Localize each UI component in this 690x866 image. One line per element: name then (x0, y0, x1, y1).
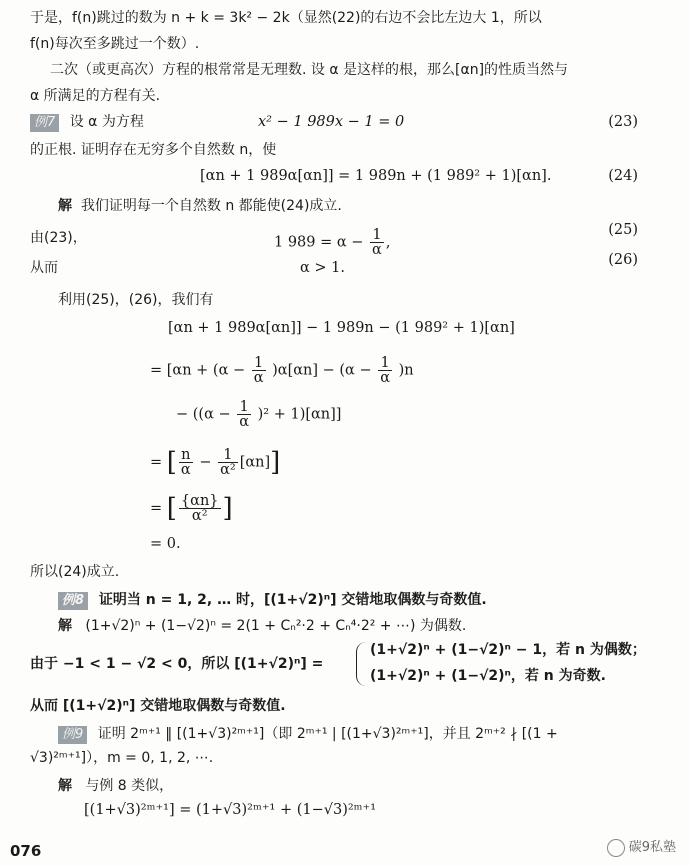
fraction-frac-part (179, 494, 221, 523)
d3-part-b: )² + 1)[αn]] (257, 406, 342, 423)
frac-num: 1 (237, 400, 251, 415)
example-7-header (30, 112, 144, 132)
fraction-n-over-alpha (179, 448, 193, 477)
solution-7-line (58, 196, 342, 216)
fraction-one-over-alpha (370, 228, 384, 257)
case-brace (356, 642, 369, 686)
frac-den: α² (220, 462, 236, 478)
equation-23: x² − 1 989x − 1 = 0 (258, 114, 405, 130)
frac-num: n (179, 448, 193, 463)
solution-label: 解 (58, 198, 72, 214)
d2-part-c: )n (398, 362, 414, 379)
d4-minus: − (199, 454, 212, 471)
frac-num: 1 (378, 356, 392, 371)
watermark (607, 836, 676, 857)
since-line: 由于 −1 < 1 − √2 < 0，所以 [(1+√2)ⁿ] = (30, 656, 324, 672)
example-7-continuation: 的正根. 证明存在无穷多个自然数 n，使 (30, 142, 277, 158)
equation-26: α > 1. (300, 260, 345, 276)
case-odd: (1+√2)ⁿ + (1−√2)ⁿ，若 n 为奇数. (370, 668, 606, 684)
hence-label: 从而 (30, 260, 58, 276)
left-bracket: [ (166, 493, 177, 524)
equation-26-number: (26) (608, 252, 638, 268)
intro-line-1: 于是，f(n)跳过的数为 n + k = 3k² − 2k（显然(22)的右边不会比左边大 1，所以 (30, 10, 542, 26)
frac-den: α (180, 462, 191, 478)
using-25-26: 利用(25)，(26)，我们有 (58, 292, 214, 308)
intro-line-2: f(n)每次至多跳过一个数）. (30, 36, 200, 52)
derivation-line-3 (176, 400, 341, 429)
example-9-header (58, 724, 558, 744)
derivation-line-1: [αn + 1 989α[αn]] − 1 989n − (1 989² + 1)[αn] (168, 320, 515, 336)
example-9-statement-2: √3)²ᵐ⁺¹]），m = 0, 1, 2, ⋯. (30, 750, 214, 766)
frac-den: α (253, 370, 264, 386)
frac-den: α (380, 370, 391, 386)
conclusion-7: 所以(24)成立. (30, 564, 120, 580)
example-9-statement-1: 证明 2ᵐ⁺¹ ‖ [(1+√3)²ᵐ⁺¹]（即 2ᵐ⁺¹ | [(1+√3)²ᵐ⁺¹]，并且 2ᵐ⁺² ∤ [(1 + (97, 726, 558, 742)
right-bracket: ] (222, 493, 233, 524)
frac-den: α (372, 242, 382, 258)
solution-label: 解 (58, 618, 72, 634)
solution-label: 解 (58, 778, 72, 794)
conclusion-8: 从而 [(1+√2)ⁿ] 交错地取偶数与奇数值. (30, 698, 286, 714)
solution-8-line (58, 616, 466, 636)
solution-9-text: 与例 8 类似， (85, 778, 174, 794)
example-8-statement: 证明当 n = 1, 2, … 时，[(1+√2)ⁿ] 交错地取偶数与奇数值. (98, 592, 487, 608)
fraction-one-over-alpha (378, 356, 392, 385)
frac-den: α² (191, 508, 208, 524)
equation-25: 1 989 = α − $\frac{1}{\alpha}$ , (274, 227, 391, 258)
solution-7-text: 我们证明每一个自然数 n 都能使(24)成立. (80, 198, 342, 214)
frac-num: 1 (370, 228, 384, 243)
page-number: 076 (10, 842, 42, 860)
left-bracket: [ (166, 447, 177, 478)
case-even: (1+√2)ⁿ + (1−√2)ⁿ − 1，若 n 为偶数； (370, 642, 646, 658)
fraction-one-over-alpha (237, 400, 251, 429)
equation-24-number: (24) (608, 168, 638, 184)
example-8-header (58, 590, 487, 610)
d3-part-a: − ((α − (176, 406, 231, 423)
example-7-prefix: 设 α 为方程 (69, 114, 144, 130)
from-23-label: 由(23)， (30, 230, 87, 246)
d4-floor: [αn] (239, 454, 271, 471)
example-9-tag: 例9 (58, 726, 87, 744)
derivation-line-2 (150, 356, 414, 385)
example-7-tag: 例7 (30, 114, 59, 132)
d4-equals: = (150, 454, 163, 471)
d5-equals: = (150, 500, 163, 517)
d2-part-b: )α[αn] − (α − (272, 362, 372, 379)
equation-25-number: (25) (608, 222, 638, 238)
frac-den: α (239, 414, 250, 430)
frac-num: 1 (252, 356, 266, 371)
fraction-one-over-alpha-squared (218, 448, 238, 477)
equation-25-lhs: 1 989 = α − (274, 234, 364, 251)
frac-num: 1 (218, 448, 238, 463)
fraction-one-over-alpha (252, 356, 266, 385)
wechat-icon (607, 839, 625, 857)
derivation-line-6: = 0. (150, 536, 181, 552)
equation-24: [αn + 1 989α[αn]] = 1 989n + (1 989² + 1)[αn]. (200, 168, 552, 184)
frac-num: {αn} (180, 493, 219, 509)
example-9-formula: [(1+√3)²ᵐ⁺¹] = (1+√3)²ᵐ⁺¹ + (1−√3)²ᵐ⁺¹ (84, 802, 377, 818)
intro-line-3: 二次（或更高次）方程的根常常是无理数. 设 α 是这样的根，那么[αn]的性质当然与 (50, 62, 569, 78)
d2-part-a: = [αn + (α − (150, 362, 246, 379)
intro-line-4: α 所满足的方程有关. (30, 88, 161, 104)
solution-8-text: (1+√2)ⁿ + (1−√2)ⁿ = 2(1 + Cₙ²·2 + Cₙ⁴·2² + ⋯) 为偶数. (85, 618, 467, 634)
watermark-text: 碳9私塾 (628, 840, 676, 855)
equation-23-number: (23) (608, 114, 638, 130)
right-bracket: ] (270, 447, 281, 478)
derivation-line-5 (150, 494, 233, 523)
solution-9-line (58, 776, 173, 796)
example-8-tag: 例8 (58, 592, 88, 610)
derivation-line-4 (150, 448, 280, 477)
